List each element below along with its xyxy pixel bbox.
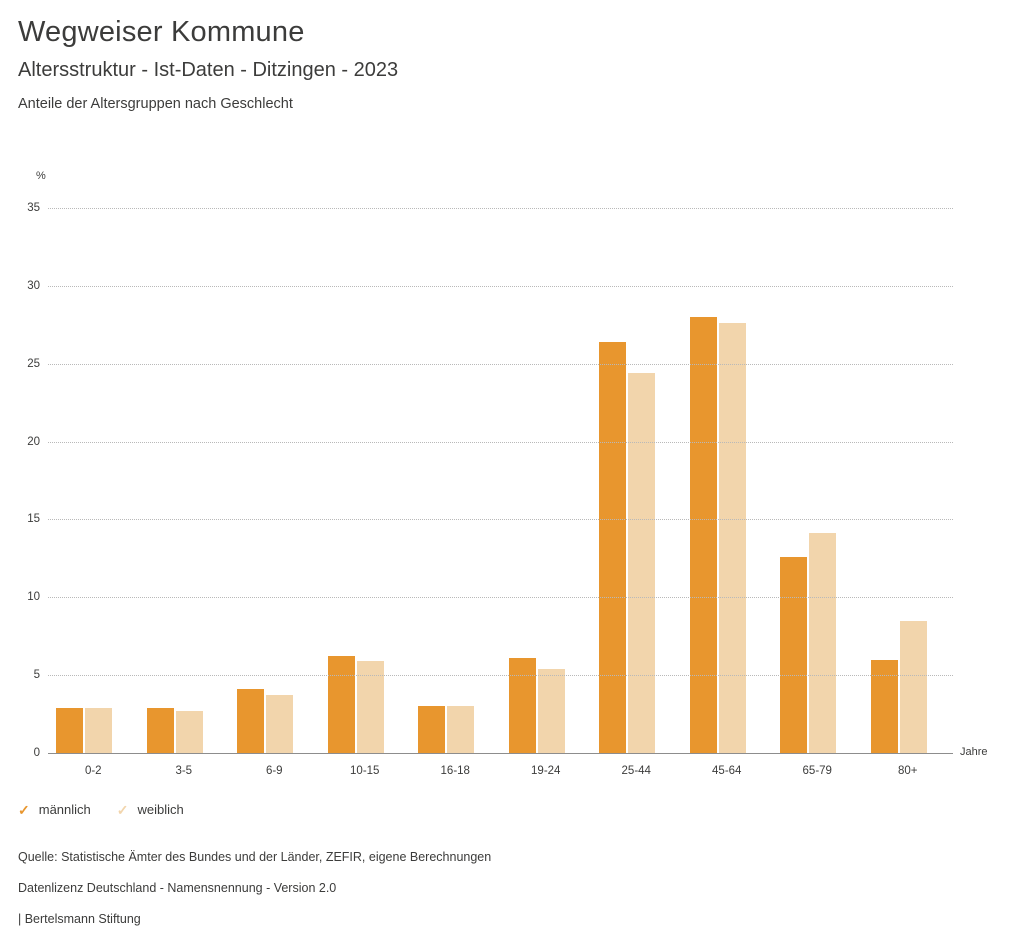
plot-region	[48, 208, 953, 753]
bar-weiblich-25-44[interactable]	[628, 373, 655, 753]
check-icon: ✓	[18, 801, 30, 818]
gridline	[48, 208, 953, 209]
y-tick-label: 35	[27, 202, 40, 214]
check-icon: ✓	[116, 801, 129, 818]
legend-item-weiblich[interactable]	[117, 802, 184, 817]
page-title: Wegweiser Kommune	[18, 16, 305, 48]
bar-weiblich-65-79[interactable]	[809, 533, 836, 753]
bar-group	[229, 208, 320, 753]
bar-männlich-0-2[interactable]	[56, 708, 83, 753]
gridline	[48, 442, 953, 443]
gridline	[48, 519, 953, 520]
bar-group	[410, 208, 501, 753]
bar-männlich-10-15[interactable]	[328, 656, 355, 753]
bar-männlich-25-44[interactable]	[599, 342, 626, 753]
footer-source: Quelle: Statistische Ämter des Bundes und der Länder, ZEFIR, eigene Berechnungen	[18, 850, 492, 864]
bar-weiblich-3-5[interactable]	[176, 711, 203, 753]
x-tick-label: 19-24	[531, 765, 561, 777]
bar-männlich-80+[interactable]	[871, 660, 898, 753]
bar-männlich-16-18[interactable]	[418, 706, 445, 753]
x-tick-label: 25-44	[621, 765, 651, 777]
chart-subtitle: Altersstruktur - Ist-Daten - Ditzingen - 2023	[18, 59, 399, 81]
y-tick-label: 30	[27, 279, 40, 292]
legend-label-maennlich: männlich	[38, 802, 91, 817]
x-axis-label: Jahre	[960, 746, 988, 758]
y-tick-label: 5	[33, 669, 40, 682]
x-tick-label: 80+	[897, 765, 918, 777]
bar-männlich-3-5[interactable]	[147, 708, 174, 753]
bar-group	[863, 208, 954, 753]
bar-männlich-19-24[interactable]	[509, 658, 536, 753]
chart-legend	[18, 802, 184, 817]
gridline	[48, 675, 953, 676]
bar-männlich-6-9[interactable]	[237, 689, 264, 753]
bar-weiblich-16-18[interactable]	[447, 706, 474, 753]
footer	[18, 842, 998, 935]
x-tick-label: 3-5	[175, 765, 193, 777]
title-block	[18, 14, 998, 114]
bar-group	[320, 208, 411, 753]
gridline	[48, 753, 953, 754]
chart-area	[0, 168, 1024, 788]
bar-group	[501, 208, 592, 753]
y-tick-label: 25	[27, 357, 40, 370]
y-tick-label: 15	[27, 513, 40, 526]
bar-weiblich-80+[interactable]	[900, 621, 927, 753]
bar-series-container	[48, 208, 953, 753]
x-tick-label: 45-64	[712, 765, 742, 777]
bar-männlich-65-79[interactable]	[780, 557, 807, 753]
bar-group	[139, 208, 230, 753]
gridline	[48, 597, 953, 598]
gridline	[48, 364, 953, 365]
bar-weiblich-45-64[interactable]	[719, 323, 746, 753]
bar-weiblich-19-24[interactable]	[538, 669, 565, 753]
x-tick-label: 65-79	[802, 765, 832, 777]
bar-männlich-45-64[interactable]	[690, 317, 717, 753]
footer-publisher: | Bertelsmann Stiftung	[18, 912, 141, 926]
y-tick-label: 10	[27, 591, 40, 604]
y-tick-label: 0	[33, 747, 40, 759]
x-tick-label: 16-18	[440, 765, 470, 777]
chart-description: Anteile der Altersgruppen nach Geschlecht	[18, 96, 293, 112]
x-tick-label: 10-15	[350, 765, 380, 777]
bar-weiblich-6-9[interactable]	[266, 695, 293, 753]
footer-license: Datenlizenz Deutschland - Namensnennung - Version 2.0	[18, 881, 337, 895]
legend-label-weiblich: weiblich	[137, 802, 184, 817]
x-tick-label: 0-2	[84, 765, 102, 777]
y-axis-unit-label: %	[36, 170, 46, 182]
x-tick-label: 6-9	[265, 765, 283, 777]
bar-group	[682, 208, 773, 753]
bar-group	[591, 208, 682, 753]
legend-item-maennlich[interactable]	[18, 802, 91, 817]
bar-group	[48, 208, 139, 753]
y-tick-label: 20	[27, 435, 40, 448]
bar-weiblich-0-2[interactable]	[85, 708, 112, 753]
bar-group	[772, 208, 863, 753]
gridline	[48, 286, 953, 287]
